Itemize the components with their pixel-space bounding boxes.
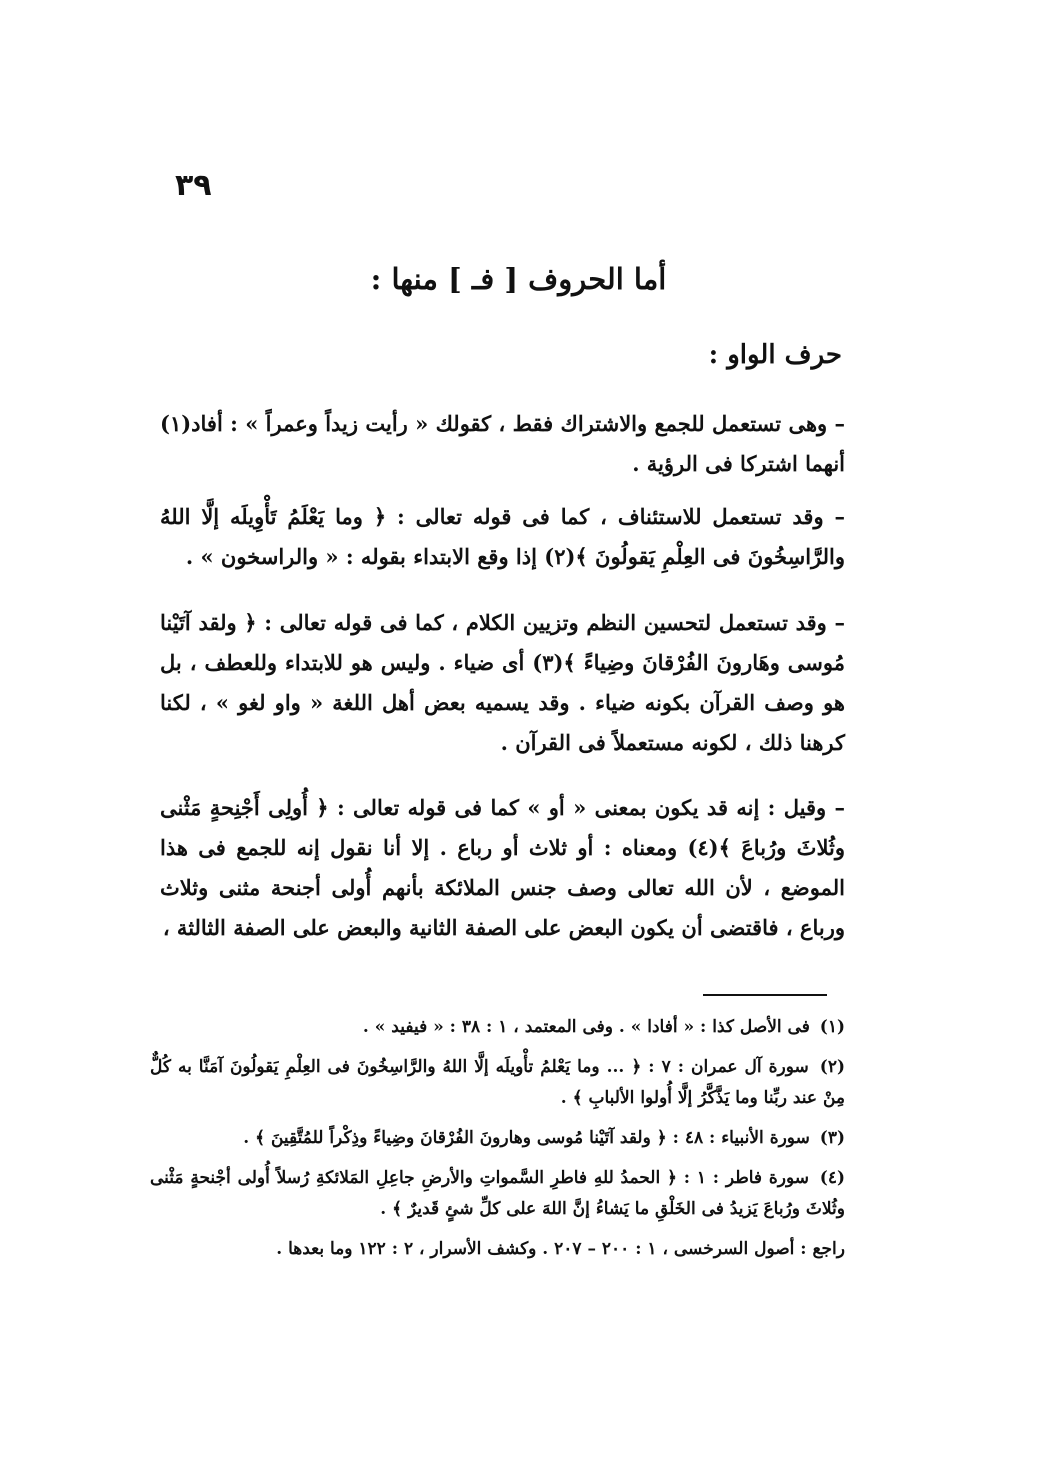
body-paragraph-1: – وهى تستعمل للجمع والاشتراك فقط ، كقولك « رأيت زيداً وعمراً » : أفاد(١) أنهما اشتركا فى الرؤية . — [160, 411, 845, 476]
footnote-text: سورة الأنبياء : ٤٨ : ﴿ ولقد آتَيْنا مُوسى وهارونَ الفُرْقانَ وضِياءً وذِكْراً للمُتَّقِينَ ﴾ . — [243, 1128, 810, 1148]
footnote-number: (١) — [819, 1017, 845, 1037]
footnote-1 — [150, 1012, 845, 1043]
page-number: ٣٩ — [175, 168, 212, 203]
section-heading: أما الحروف [ فـ ] منها : — [370, 262, 667, 296]
footnote-number: (٣) — [819, 1128, 845, 1148]
footnote-text: سورة آل عمران : ٧ : ﴿ ... وما يَعْلمُ تأْويلَه إلَّا اللهُ والرَّاسِخُونَ فى العِلْمِ يَقولُونَ آمَنَّا به كُلٌّ مِنْ عند ربِّنا وما يَذَّكَّرُ إلَّا أُولوا الألبابِ ﴾ . — [150, 1057, 845, 1108]
body-paragraph-4: – وقيل : إنه قد يكون بمعنى « أو » كما فى قوله تعالى : ﴿ أُولِى أَجْنِحةٍ مَثْنى وثُلاثَ ورُباعَ ﴾(٤) ومعناه : أو ثلاث أو رباع . إلا أنا نقول إنه للجمع فى هذا الموضع ، لأن الله تعالى وصف جنس الملائكة بأنهم أُولى أجنحة مثنى وثلاث ورباع ، فاقتضى أن يكون البعض على الصفة الثانية والبعض على الصفة الثالثة ، — [160, 795, 845, 940]
footnotes — [150, 1012, 845, 1274]
footnote-number: (٢) — [819, 1057, 845, 1077]
footnote-3 — [150, 1123, 845, 1154]
reference-text: راجع : أصول السرخسى ، ١ : ٢٠٠ – ٢٠٧ . وكشف الأسرار ، ٢ : ١٢٢ وما بعدها . — [276, 1239, 845, 1259]
footnote-4 — [150, 1163, 845, 1225]
body-paragraph-3: – وقد تستعمل لتحسين النظم وتزيين الكلام ، كما فى قوله تعالى : ﴿ ولقد آتَيْنا مُوسى وهَارونَ الفُرْقانَ وضِياءً ﴾(٣) أى ضياء . وليس هو للابتداء وللعطف ، بل هو وصف القرآن بكونه ضياء . وقد يسميه بعض أهل اللغة « واو لغو » ، لكنا كرهنا ذلك ، لكونه مستعملاً فى القرآن . — [160, 610, 845, 755]
footnote-2 — [150, 1052, 845, 1114]
footnote-text: فى الأصل كذا : « أفادا » . وفى المعتمد ، ١ : ٣٨ : « فيفيد » . — [362, 1017, 810, 1037]
footnote-divider — [703, 994, 827, 996]
subsection-heading: حرف الواو : — [708, 340, 842, 370]
footnote-reference — [150, 1234, 845, 1265]
body-paragraph-2: – وقد تستعمل للاستئناف ، كما فى قوله تعالى : ﴿ وما يَعْلَمُ تَأْوِيلَه إلَّا اللهُ والرَّاسِخُونَ فى العِلْمِ يَقولُونَ ﴾(٢) إذا وقع الابتداء بقوله : « والراسخون » . — [160, 504, 845, 569]
footnote-number: (٤) — [819, 1168, 846, 1188]
footnote-text: سورة فاطر : ١ : ﴿ الحمدُ للهِ فاطرِ السَّمواتِ والأرضِ جاعِلِ المَلائكةِ رُسلاً أُولى أجْنحةٍ مَثْنى وثُلاثَ ورُباعَ يَزيدُ فى الخَلْقِ ما يَشاءُ إنَّ اللهَ على كلِّ شئٍ قَديرٌ ﴾ . — [150, 1168, 845, 1219]
